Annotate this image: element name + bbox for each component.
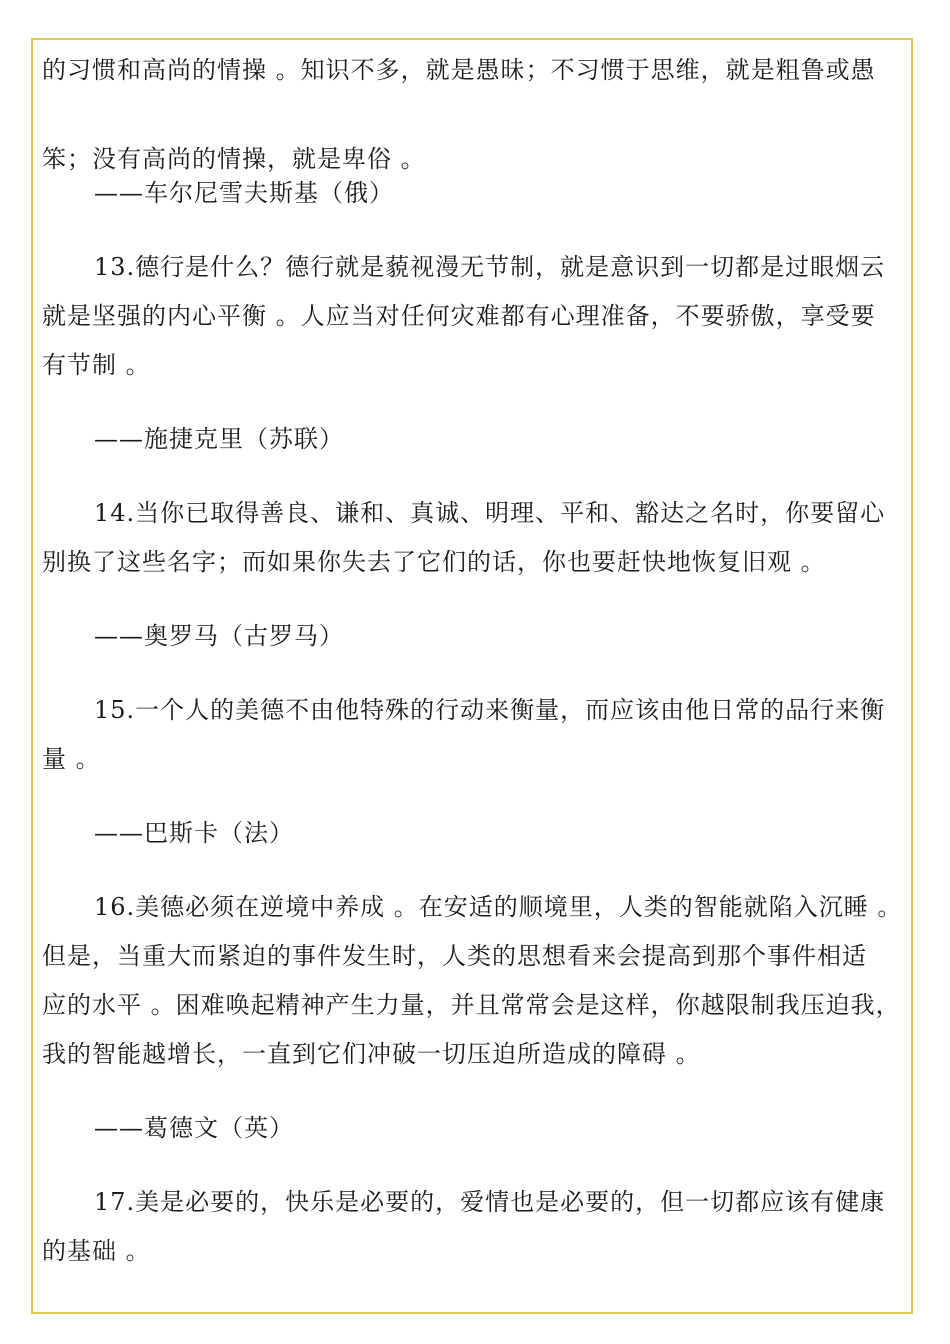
quote-attribution: ——奥罗马（古罗马）	[94, 622, 344, 650]
quote-16-start: 16.美德必须在逆境中养成 。在安适的顺境里，人类的智能就陷入沉睡 。	[94, 893, 903, 921]
text-line: 有节制 。	[42, 351, 151, 379]
quote-13-start: 13.德行是什么？德行就是藐视漫无节制，就是意识到一切都是过眼烟云	[94, 253, 886, 281]
text-line: 量 。	[42, 745, 101, 773]
quote-attribution: ——车尔尼雪夫斯基（俄）	[94, 179, 394, 207]
quote-attribution: ——巴斯卡（法）	[94, 819, 294, 847]
page-frame	[31, 38, 913, 1314]
quote-17-start: 17.美是必要的，快乐是必要的，爱情也是必要的，但一切都应该有健康	[94, 1188, 886, 1216]
quote-attribution: ——施捷克里（苏联）	[94, 425, 344, 453]
text-line: 别换了这些名字；而如果你失去了它们的话，你也要赶快地恢复旧观 。	[42, 548, 826, 576]
text-line: 应的水平 。困难唤起精神产生力量，并且常常会是这样，你越限制我压迫我，	[42, 991, 901, 1019]
text-line: 就是坚强的内心平衡 。人应当对任何灾难都有心理准备，不要骄傲，享受要	[42, 302, 876, 330]
text-line: 我的智能越增长，一直到它们冲破一切压迫所造成的障碍 。	[42, 1040, 701, 1068]
text-line: 笨；没有高尚的情操，就是卑俗 。	[42, 145, 426, 173]
quote-15-start: 15.一个人的美德不由他特殊的行动来衡量，而应该由他日常的品行来衡	[94, 696, 886, 724]
text-line: 的基础 。	[42, 1237, 151, 1265]
quote-14-start: 14.当你已取得善良、谦和、真诚、明理、平和、豁达之名时，你要留心	[94, 499, 886, 527]
quote-attribution: ——葛德文（英）	[94, 1114, 294, 1142]
text-line: 的习惯和高尚的情操 。知识不多，就是愚昧；不习惯于思维，就是粗鲁或愚	[42, 56, 876, 84]
text-line: 但是，当重大而紧迫的事件发生时，人类的思想看来会提高到那个事件相适	[42, 942, 867, 970]
